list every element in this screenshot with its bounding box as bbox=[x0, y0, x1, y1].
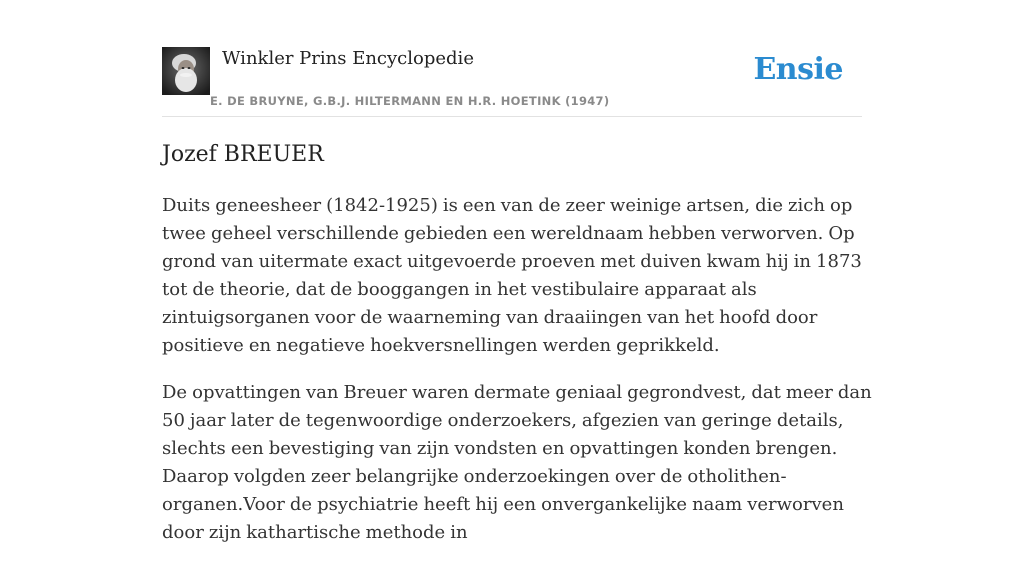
article-body bbox=[162, 192, 872, 566]
article-paragraph: De opvattingen van Breuer waren dermate geniaal gegrondvest, dat meer dan 50 jaar later de tegenwoordige onderzoekers, afgezien van geringe details, slechts een bevestiging van zijn vondsten en opvattingen konden brengen. Daarop volgden zeer belangrijke onderzoekingen over de otholithen-organen.Voor de psychiatrie heeft hij een onvergankelijke naam verworven door zijn kathartische methode in bbox=[162, 382, 872, 543]
author-avatar[interactable] bbox=[162, 47, 210, 95]
site-header bbox=[162, 46, 862, 117]
portrait-image bbox=[162, 47, 210, 95]
brand-logo[interactable]: Ensie bbox=[753, 52, 843, 87]
article-paragraph: Duits geneesheer (1842-1925) is een van de zeer weinige artsen, die zich op twee geheel verschillende gebieden een wereldnaam hebben verworven. Op grond van uitermate exact uitgevoerde proeven met duiven kwam hij in 1873 tot de theorie, dat de booggangen in het vestibulaire apparaat als zintuigsorganen voor de waarneming van draaiingen van het hoofd door positieve en negatieve hoekversnellingen werden geprikkeld. bbox=[162, 195, 862, 356]
source-authors: E. DE BRUYNE, G.B.J. HILTERMANN EN H.R. HOETINK (1947) bbox=[210, 94, 610, 108]
source-title[interactable]: Winkler Prins Encyclopedie bbox=[222, 48, 474, 69]
article-title: Jozef BREUER bbox=[162, 142, 324, 167]
